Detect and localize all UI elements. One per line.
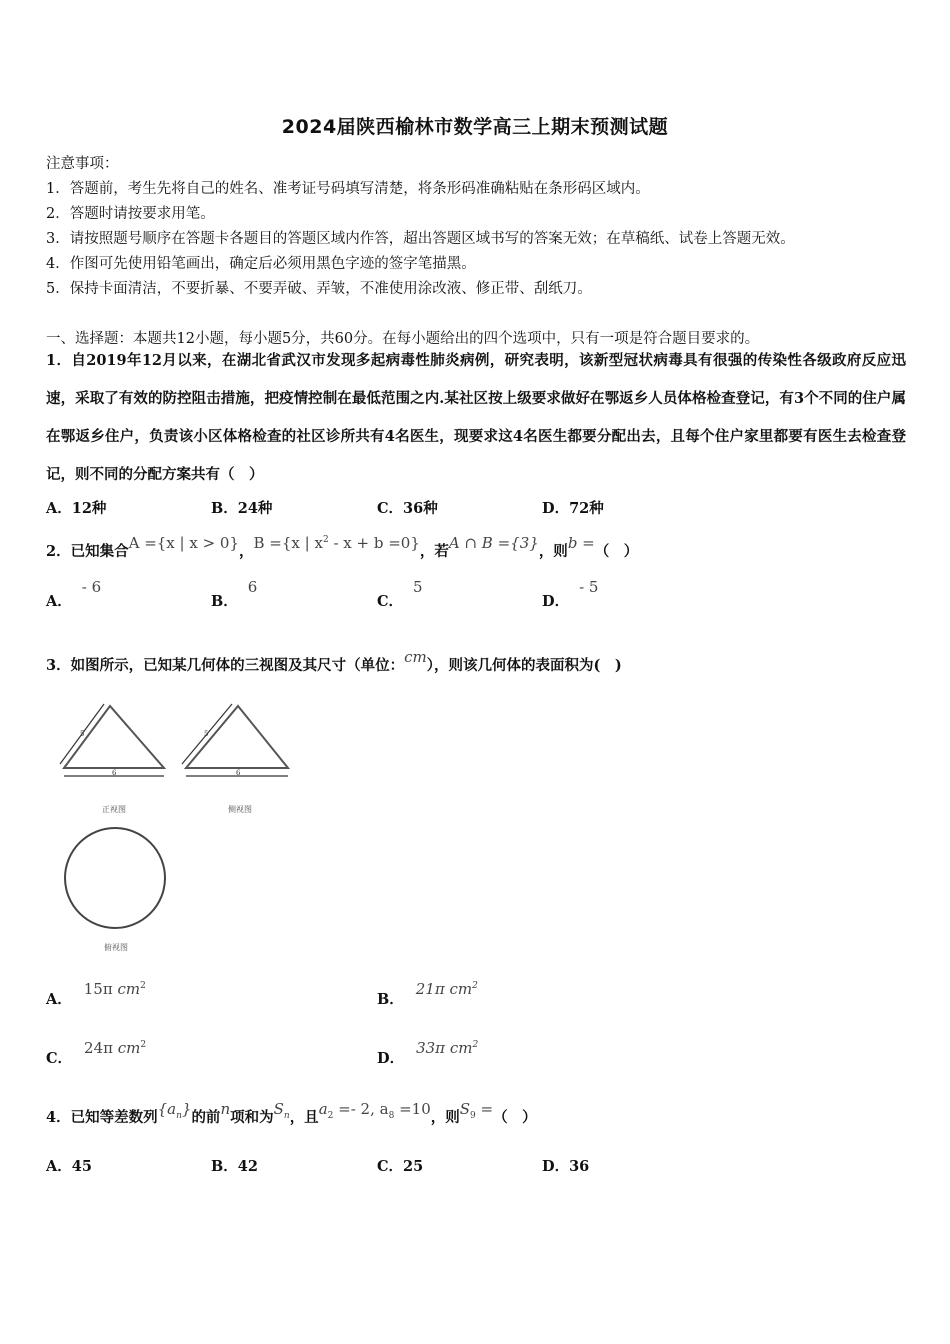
page-title: 2024届陕西榆林市数学高三上期末预测试题 <box>281 116 669 138</box>
q2-tail: （ ） <box>594 543 639 560</box>
q2-option-b-value: 6 <box>247 578 258 596</box>
q2-option-a: A．- 6 <box>46 578 102 610</box>
q3-unit: cm <box>404 648 427 666</box>
notice-item-5: 5．保持卡面清洁，不要折暴、不要弄破、弄皱，不准使用涂改液、修正带、刮纸刀。 <box>46 281 592 297</box>
q4-sn: $S_n$ <box>273 1100 290 1121</box>
q3-option-d-coef: 33π <box>416 1039 446 1057</box>
side-view-figure <box>180 700 292 782</box>
q2-comma: ， <box>239 543 254 560</box>
q2-b: b = <box>567 534 595 552</box>
q2-option-b: B．6 <box>211 578 258 610</box>
question-2-stem <box>46 534 639 561</box>
q2-option-d: D．- 5 <box>542 578 599 610</box>
side-view-triangle <box>186 706 288 768</box>
notice-item-4: 4．作图可先使用铅笔画出，确定后必须用黑色字迹的签字笔描黑。 <box>46 256 476 272</box>
q1-option-a: A．12种 <box>46 500 107 517</box>
q2-option-a-value: - 6 <box>81 578 102 596</box>
q3-option-b: B．21π $cm^2$ <box>377 980 478 1008</box>
q1-option-c: C．36种 <box>377 500 438 517</box>
q3-option-c: C．24π $cm^2$ <box>46 1039 147 1067</box>
q2-set-a: A ={x | x > 0} <box>128 534 240 552</box>
q3-option-c-coef: 24π <box>84 1039 113 1057</box>
q2-option-c: C．5 <box>377 578 423 610</box>
front-view-figure <box>58 700 170 782</box>
q2-ruo: ，若 <box>419 543 449 560</box>
q4-s9: $S_9$ = <box>459 1100 494 1121</box>
side-view-base-label: 6 <box>236 769 241 777</box>
q4-prefix: 4．已知等差数列 <box>46 1109 158 1126</box>
front-view-caption: 正视图 <box>102 805 126 814</box>
q4-option-c: C．25 <box>377 1158 424 1175</box>
side-view-slant-label: 5 <box>204 730 209 738</box>
q3-option-d: D．33π $cm^2$ <box>377 1039 479 1067</box>
front-view-base-label: 6 <box>112 769 117 777</box>
q2-ze: ，则 <box>538 543 568 560</box>
q2-intersection: A ∩ B ={3} <box>448 534 539 552</box>
q3-tail: ），则该几何体的表面积为( ) <box>426 657 622 674</box>
q2-set-b: B ={x | $x^2 - x + b =0$} <box>253 534 420 552</box>
q2-prefix: 2．已知集合 <box>46 543 129 560</box>
q1-option-d: D．72种 <box>542 500 604 517</box>
side-view-caption: 侧视图 <box>228 805 252 814</box>
question-1-text: 1．自2019年12月以来，在湖北省武汉市发现多起病毒性肺炎病例，研究表明，该新型冠状病毒具有很强的传染性各级政府反应迅速，采取了有效的防控阻击措施，把疫情控制在最低范围之内.某社区按上级要求做好在鄂返乡人员体格检查登记，有3个不同的住户属在鄂返乡住户，负责该小区体格检查的社区诊所共有4名医生，现要求这4名医生都要分配出去，且每个住户家里都要有医生去检查登记，则不同的分配方案共有（ ） <box>46 352 906 483</box>
top-view-figure <box>60 824 170 934</box>
q3-option-a: A．15π $cm^2$ <box>46 980 146 1008</box>
front-view-slant-label: 5 <box>80 730 85 738</box>
question-4-stem: 4．已知等差数列$\{a_n\}$的前n项和为$S_n$，且$a_2 =- 2$, $a_8 =10$，则$S_9$ =（ ） <box>46 1100 537 1126</box>
question-3-stem <box>46 648 622 675</box>
q4-sequence: $\{a_n\}$ <box>157 1100 192 1121</box>
q1-option-b: B．24种 <box>211 500 273 517</box>
notice-item-3: 3．请按照题号顺序在答题卡各题目的答题区域内作答，超出答题区域书写的答案无效；在草稿纸、试卷上答题无效。 <box>46 231 795 247</box>
section-heading: 一、选择题：本题共12小题，每小题5分，共60分。在每小题给出的四个选项中，只有一项是符合题目要求的。 <box>46 331 760 347</box>
q4-option-b: B．42 <box>211 1158 258 1175</box>
front-view-triangle <box>64 706 164 768</box>
q3-option-a-coef: 15π <box>83 980 113 998</box>
notice-heading: 注意事项： <box>46 156 119 172</box>
q2-option-c-value: 5 <box>413 578 423 596</box>
q2-option-d-value: - 5 <box>579 578 599 596</box>
q4-option-a: A．45 <box>46 1158 92 1175</box>
notice-item-1: 1．答题前，考生先将自己的姓名、准考证号码填写清楚，将条形码准确粘贴在条形码区域内。 <box>46 181 650 197</box>
q3-option-b-coef: 21π <box>415 980 445 998</box>
top-view-caption: 俯视图 <box>104 943 128 952</box>
q4-condition: $a_2 =- 2$, $a_8 =10$ <box>318 1100 431 1121</box>
q4-option-d: D．36 <box>542 1158 590 1175</box>
notice-item-2: 2．答题时请按要求用笔。 <box>46 206 215 222</box>
q3-prefix: 3．如图所示，已知某几何体的三视图及其尺寸（单位： <box>46 657 405 674</box>
top-view-circle <box>65 828 165 928</box>
q4-n: n <box>220 1100 231 1118</box>
